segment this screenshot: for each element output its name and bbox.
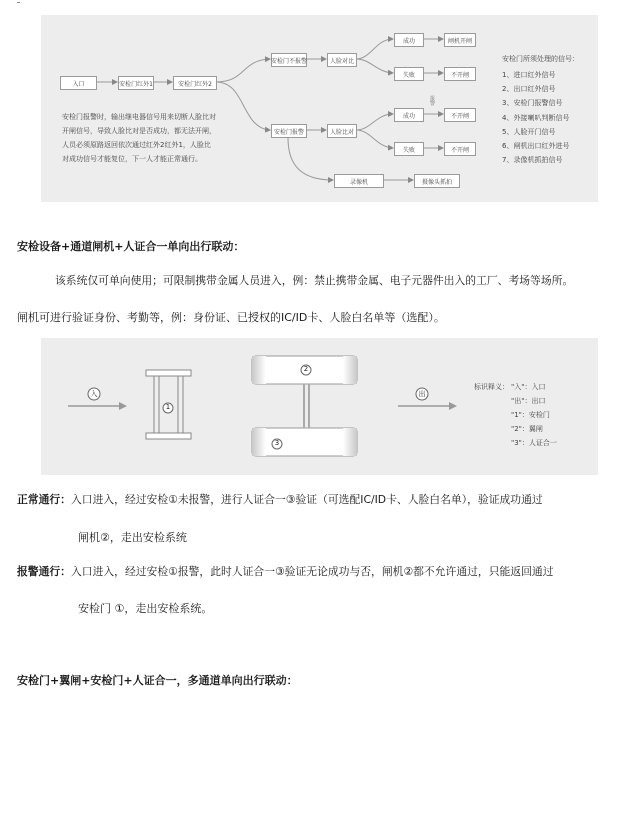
- legend-item: "出"：出口: [511, 397, 546, 405]
- section1-para1: 该系统仅可单向使用；可限制携带金属人员进入，例：禁止携带金属、电子元器件出入的工厂、考场等场所。: [55, 274, 574, 287]
- flow-note-line-2: 开闸信号，导致人脸比对是否成功，都无法开闸，: [62, 127, 216, 135]
- signal-item: 7、录像机抓拍信号: [502, 156, 563, 164]
- flow-node-ir2: 安检门红外2: [173, 76, 217, 90]
- flow-node-alarm: 安检门报警: [271, 124, 307, 138]
- signal-item: 4、外接喇叭判断信号: [502, 114, 570, 122]
- legend-item: "1"：安检门: [511, 411, 550, 419]
- marker-2: 2: [303, 365, 309, 373]
- corner-mark: [17, 2, 20, 3]
- signal-item: 3、安检门报警信号: [502, 99, 563, 107]
- flow-note-line-4: 对成功信号才能复位，下一人才能正常通行。: [62, 155, 202, 163]
- normal-pass-line-1: [17, 492, 543, 507]
- flow-node-face1: 人脸对比: [327, 53, 357, 67]
- section1-heading: 安检设备+通道闸机+人证合一单向出行联动：: [17, 240, 245, 253]
- alarm-pass-text: 入口进入，经过安检①报警，此时人证合一③验证无论成功与否，闸机②都不允许通过，只能返回通过: [70, 565, 554, 578]
- normal-pass-line-2: 闸机②，走出安检系统: [78, 531, 187, 544]
- exit-label: 出: [418, 390, 426, 398]
- flow-node-entry: 入口: [60, 76, 97, 90]
- flow-node-ir1: 安检门红外1: [118, 76, 154, 90]
- section2-heading: 安检门+翼闸+安检门+人证合一，多通道单向出行联动：: [17, 674, 298, 687]
- flow-note-line-1: 安检门报警时，输出继电器信号用来切断人脸比对: [62, 113, 216, 121]
- flow-node-success2: 成功: [394, 108, 424, 122]
- legend-item: "入"：入口: [511, 383, 546, 391]
- flow-small-label: 报警: [430, 96, 436, 107]
- flow-node-fail2: 失败: [394, 142, 424, 156]
- marker-3: 3: [274, 439, 280, 447]
- flow-node-gate-open: 闸机开闸: [444, 33, 476, 47]
- legend-item: "3"：人证合一: [511, 439, 557, 447]
- gate-diagram-panel: [41, 338, 598, 475]
- signal-item: 2、出口红外信号: [502, 85, 556, 93]
- flow-note-line-3: 人员必须原路返回依次通过红外2红外1，人脸比: [62, 141, 211, 149]
- alarm-pass-line-1: [17, 564, 554, 579]
- flowchart-connectors: [41, 15, 598, 202]
- flow-node-no-alarm: 安检门不报警: [271, 53, 307, 67]
- normal-pass-text: 入口进入，经过安检①未报警，进行人证合一③验证（可选配IC/ID卡、人脸白名单），验证成功通过: [70, 493, 543, 506]
- flow-node-no-open-1: 不开闸: [444, 67, 476, 81]
- gate-diagram: [41, 338, 598, 475]
- section1-para2: 闸机可进行验证身份、考勤等，例：身份证、已授权的IC/ID卡、人脸白名单等（选配）。: [17, 311, 445, 324]
- flow-node-capture: 摄像头抓拍: [414, 174, 460, 188]
- legend-title: 标识释义：: [474, 383, 509, 391]
- flow-node-no-open-2: 不开闸: [444, 108, 476, 122]
- alarm-pass-label: 报警通行：: [17, 565, 71, 578]
- signal-item: 6、闸机出口红外进号: [502, 142, 570, 150]
- flow-node-success1: 成功: [394, 33, 424, 47]
- legend-item: "2"：翼闸: [511, 425, 543, 433]
- marker-1: 1: [165, 403, 171, 411]
- alarm-pass-line-2: 安检门 ①，走出安检系统。: [78, 602, 213, 615]
- flowchart-panel: [41, 15, 598, 202]
- flow-node-face2: 人脸比对: [327, 124, 357, 138]
- flow-node-camera: 录像机: [334, 174, 384, 188]
- signals-title: 安检门所须处理的信号：: [502, 55, 579, 63]
- signal-item: 5、人脸开门信号: [502, 128, 556, 136]
- signal-item: 1、进口红外信号: [502, 71, 556, 79]
- normal-pass-label: 正常通行：: [17, 493, 71, 506]
- entry-label: 入: [90, 390, 98, 398]
- flow-node-fail1: 失败: [394, 67, 424, 81]
- flow-node-no-open-3: 不开闸: [444, 142, 476, 156]
